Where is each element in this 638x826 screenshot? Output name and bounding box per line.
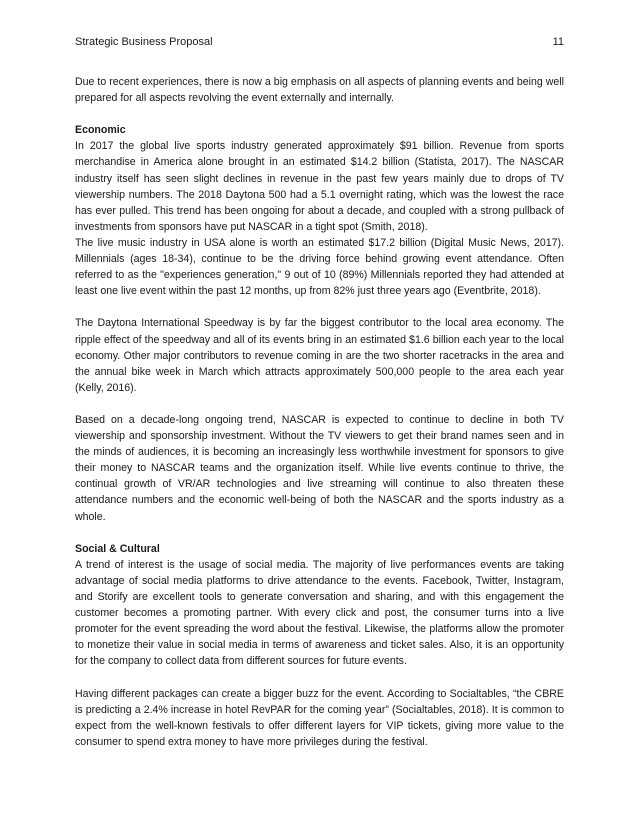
- social-paragraph-1: A trend of interest is the usage of social media. The majority of live performances events are taking advantage of social media platforms to drive attendance to the events. Facebook, Twitter, Instagram, and Storify are excellent tools to generate conversation and sharing, and with this engagement the customer becomes a promoting partner. With every click and post, the consumer turns into a live promoter for the event spreading the word about the festival. Likewise, the platforms allow the promoter to monetize their value in social media in terms of awareness and ticket sales. Also, it is an opportunity for the company to collect data from different sources for future events.: [75, 558, 564, 668]
- economic-paragraph-4: Based on a decade-long ongoing trend, NASCAR is expected to continue to decline in both TV viewership and sponsorship investment. Without the TV viewers to get their brand names seen and in the minds of audiences, it is becoming an increasingly less worthwhile investment for sponsors to give their money to NASCAR teams and the organization itself. While live events continue to thrive, the continual growth of VR/AR technologies and live streaming will continue to also threaten these attendance numbers and the economic well-being of both the NASCAR and the sports industry as a whole.: [75, 413, 564, 523]
- page-header: [75, 34, 564, 50]
- social-paragraph-2: Having different packages can create a bigger buzz for the event. According to Socialtables, “the CBRE is predicting a 2.4% increase in hotel RevPAR for the coming year” (Socialtables, 2018). It is common to expect from the well-known festivals to offer different layers for VIP tickets, giving more value to the consumer to spend extra money to have more privileges during the festival.: [75, 687, 564, 748]
- social-cultural-heading: Social & Cultural: [75, 542, 160, 555]
- economic-paragraph-1: In 2017 the global live sports industry generated approximately $91 billion. Revenue from sports merchandise in America alone brought in an estimated $14.2 billion (Statista, 2017). The NASCAR industry itself has seen slight declines in revenue in the past few years mainly due to drops of TV viewership numbers. The 2018 Daytona 500 had a 5.1 overnight rating, which was the lowest the race has ever pulled. This trend has been ongoing for about a decade, and coupled with a strong pullback of investments from sponsors have put NASCAR in a tight spot (Smith, 2018).: [75, 140, 564, 233]
- running-title: Strategic Business Proposal: [75, 36, 213, 48]
- economic-heading: Economic: [75, 124, 126, 137]
- economic-paragraph-3: The Daytona International Speedway is by far the biggest contributor to the local area economy. The ripple effect of the speedway and all of its events bring in an estimated $1.6 billion each year to the local economy. Other major contributors to revenue coming in are the two shorter racetracks in the area and the annual bike week in March which attracts approximately 500,000 people to the area each year (Kelly, 2016).: [75, 317, 564, 394]
- page-number: 11: [552, 36, 564, 48]
- page-body: [75, 74, 564, 750]
- economic-paragraph-2: The live music industry in USA alone is worth an estimated $17.2 billion (Digital Music News, 2017). Millennials (ages 18-34), continue to be the driving force behind growing event attendance. Often referred to as the "experiences generation," 9 out of 10 (89%) Millennials reported they had attended at least one live event within the past 12 months, up from 82% just three years ago (Eventbrite, 2018).: [75, 236, 564, 298]
- intro-paragraph: Due to recent experiences, there is now a big emphasis on all aspects of planning events and being well prepared for all aspects revolving the event externally and internally.: [75, 76, 564, 105]
